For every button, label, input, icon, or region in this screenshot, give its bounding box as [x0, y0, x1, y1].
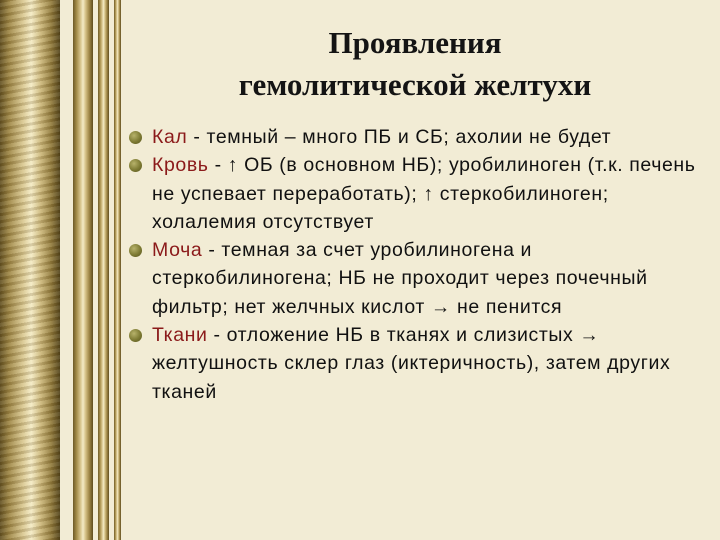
title-line-1: Проявления: [328, 25, 502, 60]
item-term: Кровь: [152, 154, 209, 177]
bullet-icon: [129, 159, 142, 172]
slide-title: [150, 22, 680, 106]
bullet-icon: [129, 329, 142, 342]
list-item: [124, 151, 704, 236]
decorative-gold-bars: [0, 0, 132, 540]
item-text: - темная за счет уробилиногена и стеркобилиногена; НБ не проходит через почечный фильтр; нет желчных кислот → не пенится: [152, 239, 648, 318]
gold-bar-medium: [73, 0, 93, 540]
item-term: Кал: [152, 126, 188, 148]
bullet-list: [124, 123, 704, 406]
bullet-icon: [129, 244, 142, 257]
list-item: [124, 236, 704, 321]
item-text: - темный – много ПБ и СБ; ахолии не будет: [187, 126, 612, 148]
gold-bar-narrow: [98, 0, 109, 540]
list-item: [124, 123, 704, 151]
item-term: Ткани: [152, 324, 208, 347]
item-text: - отложение НБ в тканях и слизистых → желтушность склер глаз (иктеричность), затем других тканей: [152, 324, 671, 403]
title-line-2: гемолитической желтухи: [238, 67, 592, 102]
list-item: [124, 321, 704, 406]
bullet-icon: [129, 131, 142, 144]
item-text: - ↑ ОБ (в основном НБ); уробилиноген (т.к. печень не успевает переработать); ↑ стеркобилиноген; холалемия отсутствует: [152, 154, 696, 233]
item-term: Моча: [152, 239, 203, 262]
gold-bar-wide: [0, 0, 60, 540]
gold-bar-thin: [114, 0, 121, 540]
